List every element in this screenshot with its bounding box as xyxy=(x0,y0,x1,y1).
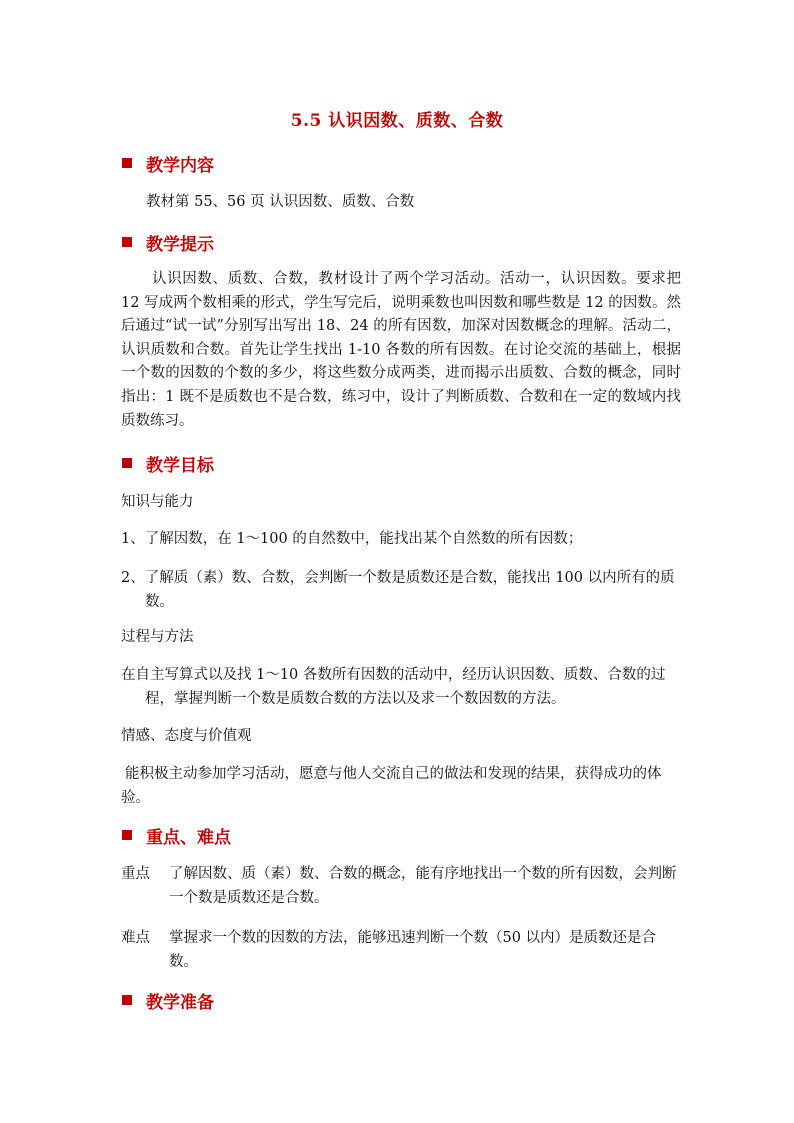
section-heading-goals xyxy=(122,452,214,474)
section-heading-text: 教学内容 xyxy=(146,155,214,176)
page-title: 5.5 认识因数、质数、合数 xyxy=(290,111,504,131)
section-heading-text: 教学提示 xyxy=(146,234,214,255)
key-point xyxy=(121,862,689,910)
goals-subheading-attitude: 情感、态度与价值观 xyxy=(121,728,252,744)
square-bullet-icon xyxy=(122,237,132,247)
key-point-text: 了解因数、质（素）数、合数的概念，能有序地找出一个数的所有因数，会判断一个数是质数还是合数。 xyxy=(169,866,677,906)
section-heading-content xyxy=(122,152,214,174)
goals-item-3: 在自主写算式以及找 1～10 各数所有因数的活动中，经历认识因数、质数、合数的过程，掌握判断一个数是质数合数的方法以及求一个数因数的方法。 xyxy=(121,667,666,707)
section-heading-keypoints xyxy=(122,824,231,846)
difficult-point-text: 掌握求一个数的因数的方法，能够迅速判断一个数（50 以内）是质数还是合数。 xyxy=(169,930,657,970)
section-heading-text: 教学目标 xyxy=(146,455,214,476)
square-bullet-icon xyxy=(122,830,132,840)
square-bullet-icon xyxy=(122,458,132,468)
goals-item-2: 2、了解质（素）数、合数，会判断一个数是质数还是合数，能找出 100 以内所有的质数。 xyxy=(121,570,675,610)
difficult-point-label: 难点 xyxy=(121,930,150,946)
key-point-label: 重点 xyxy=(121,866,150,882)
square-bullet-icon xyxy=(122,995,132,1005)
section-heading-text: 教学准备 xyxy=(146,992,214,1013)
goals-subheading-process: 过程与方法 xyxy=(121,629,194,645)
section-heading-text: 重点、难点 xyxy=(146,827,231,848)
content-text: 教材第 55、56 页 认识因数、质数、合数 xyxy=(146,194,415,210)
tips-paragraph: 认识因数、质数、合数，教材设计了两个学习活动。活动一，认识因数。要求把 12 写成两个数相乘的形式，学生写完后，说明乘数也叫因数和哪些数是 12 的因数。然后通过“试一试”分别写出写出 18、24 的所有因数，加深对因数概念的理解。活动二，认识质数和合数。首先让学生找出 1-10 各数的所有因数。在讨论交流的基础上，根据一个数的因数的个数的多少，将这些数分成两类，进而揭示出质数、合数的概念，同时指出：1 既不是质数也不是合数，练习中，设计了判断质数、合数和在一定的数域内找质数练习。 xyxy=(121,271,681,429)
section-heading-tips xyxy=(122,231,214,253)
goals-item-4: 能积极主动参加学习活动，愿意与他人交流自己的做法和发现的结果，获得成功的体验。 xyxy=(121,766,662,806)
square-bullet-icon xyxy=(122,158,132,168)
section-heading-prep xyxy=(122,989,214,1011)
goals-subheading-knowledge: 知识与能力 xyxy=(121,494,194,510)
difficult-point xyxy=(121,926,677,974)
goals-item-1: 1、了解因数，在 1～100 的自然数中，能找出某个自然数的所有因数； xyxy=(121,531,583,547)
